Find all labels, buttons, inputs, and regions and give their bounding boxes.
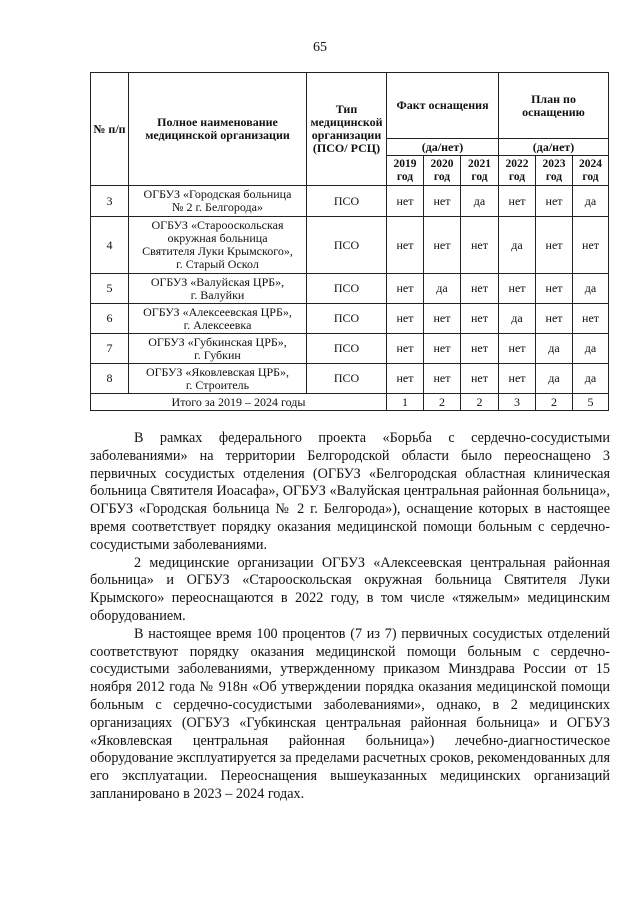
header-year: 2020 год bbox=[424, 156, 461, 186]
cell-2021: да bbox=[461, 186, 499, 217]
cell-2020: нет bbox=[424, 304, 461, 334]
header-plan-unit: (да/нет) bbox=[499, 139, 609, 156]
table-row bbox=[91, 304, 609, 334]
cell-2019: нет bbox=[387, 186, 424, 217]
org-type: ПСО bbox=[307, 334, 387, 364]
cell-2022: да bbox=[499, 217, 536, 274]
header-type: Тип медицинской организации (ПСО/ РСЦ) bbox=[307, 73, 387, 186]
table-row bbox=[91, 334, 609, 364]
body-text bbox=[90, 430, 610, 804]
cell-2020: нет bbox=[424, 217, 461, 274]
cell-2019: нет bbox=[387, 274, 424, 304]
org-type: ПСО bbox=[307, 274, 387, 304]
org-name: ОГБУЗ «Губкинская ЦРБ», г. Губкин bbox=[129, 334, 307, 364]
total-2019: 1 bbox=[387, 394, 424, 411]
header-plan: План по оснащению bbox=[499, 73, 609, 139]
cell-2019: нет bbox=[387, 364, 424, 394]
row-number: 4 bbox=[91, 217, 129, 274]
header-year: 2022 год bbox=[499, 156, 536, 186]
header-number: № п/п bbox=[91, 73, 129, 186]
cell-2022: нет bbox=[499, 334, 536, 364]
cell-2021: нет bbox=[461, 334, 499, 364]
cell-2022: да bbox=[499, 304, 536, 334]
row-number: 3 bbox=[91, 186, 129, 217]
cell-2020: нет bbox=[424, 186, 461, 217]
cell-2022: нет bbox=[499, 364, 536, 394]
cell-2019: нет bbox=[387, 304, 424, 334]
row-number: 7 bbox=[91, 334, 129, 364]
cell-2023: да bbox=[536, 364, 573, 394]
header-fact: Факт оснащения bbox=[387, 73, 499, 139]
cell-2024: да bbox=[573, 364, 609, 394]
cell-2022: нет bbox=[499, 186, 536, 217]
cell-2019: нет bbox=[387, 334, 424, 364]
table-row bbox=[91, 364, 609, 394]
cell-2024: нет bbox=[573, 304, 609, 334]
total-2022: 3 bbox=[499, 394, 536, 411]
header-year: 2021 год bbox=[461, 156, 499, 186]
total-2024: 5 bbox=[573, 394, 609, 411]
cell-2019: нет bbox=[387, 217, 424, 274]
total-label: Итого за 2019 – 2024 годы bbox=[91, 394, 387, 411]
org-name: ОГБУЗ «Старооскольская окружная больница Святителя Луки Крымского», г. Старый Оскол bbox=[129, 217, 307, 274]
paragraph: В настоящее время 100 процентов (7 из 7) первичных сосудистых отделений соответствуют порядку оказания медицинской помощи больным с сердечно-сосудистыми заболеваниями, утвержденному приказом Минздрава России от 15 ноября 2012 года № 918н «Об утверждении порядка оказания медицинской помощи больным с сердечно-сосудистыми заболеваниями», однако, в 2 медицинских организациях (ОГБУЗ «Губкинская центральная районная больница» и ОГБУЗ «Яковлевская центральная районная больница») лечебно-диагностическое оборудование эксплуатируется за пределами расчетных сроков, рекомендованных для его эксплуатации. Переоснащения вышеуказанных медицинских организаций запланировано в 2023 – 2024 годах. bbox=[90, 625, 610, 802]
cell-2023: нет bbox=[536, 274, 573, 304]
cell-2024: нет bbox=[573, 217, 609, 274]
cell-2024: да bbox=[573, 186, 609, 217]
table-row bbox=[91, 217, 609, 274]
row-number: 8 bbox=[91, 364, 129, 394]
header-name: Полное наименование медицинской организации bbox=[129, 73, 307, 186]
cell-2020: да bbox=[424, 274, 461, 304]
header-year: 2023 год bbox=[536, 156, 573, 186]
cell-2024: да bbox=[573, 334, 609, 364]
table-row bbox=[91, 274, 609, 304]
total-2023: 2 bbox=[536, 394, 573, 411]
cell-2021: нет bbox=[461, 274, 499, 304]
table-row bbox=[91, 186, 609, 217]
cell-2020: нет bbox=[424, 364, 461, 394]
org-name: ОГБУЗ «Алексеевская ЦРБ», г. Алексеевка bbox=[129, 304, 307, 334]
org-type: ПСО bbox=[307, 217, 387, 274]
cell-2021: нет bbox=[461, 217, 499, 274]
org-type: ПСО bbox=[307, 186, 387, 217]
cell-2022: нет bbox=[499, 274, 536, 304]
cell-2021: нет bbox=[461, 304, 499, 334]
row-number: 5 bbox=[91, 274, 129, 304]
paragraph: 2 медицинские организации ОГБУЗ «Алексеевская центральная районная больница» и ОГБУЗ «Старооскольская окружная больница Святителя Луки Крымского» переоснащаются в 2022 году, в том числе «тяжелым» медицинским оборудованием. bbox=[90, 554, 610, 624]
equipment-table bbox=[90, 72, 609, 411]
total-2021: 2 bbox=[461, 394, 499, 411]
cell-2024: да bbox=[573, 274, 609, 304]
cell-2021: нет bbox=[461, 364, 499, 394]
org-type: ПСО bbox=[307, 364, 387, 394]
org-name: ОГБУЗ «Валуйская ЦРБ», г. Валуйки bbox=[129, 274, 307, 304]
paragraph: В рамках федерального проекта «Борьба с сердечно-сосудистыми заболеваниями» на территории Белгородской области было переоснащено 3 первичных сосудистых отделения (ОГБУЗ «Белгородская областная клиническая больница Святителя Иоасафа», ОГБУЗ «Валуйская центральная районная больница», ОГБУЗ «Городская больница № 2 г. Белгорода»), оснащение которых в настоящее время соответствует порядку оказания медицинской помощи больным с сердечно-сосудистыми заболеваниями. bbox=[90, 430, 610, 553]
cell-2020: нет bbox=[424, 334, 461, 364]
row-number: 6 bbox=[91, 304, 129, 334]
org-type: ПСО bbox=[307, 304, 387, 334]
total-2020: 2 bbox=[424, 394, 461, 411]
page-number: 65 bbox=[313, 40, 327, 55]
cell-2023: нет bbox=[536, 304, 573, 334]
cell-2023: нет bbox=[536, 186, 573, 217]
cell-2023: да bbox=[536, 334, 573, 364]
org-name: ОГБУЗ «Городская больница № 2 г. Белгорода» bbox=[129, 186, 307, 217]
total-row bbox=[91, 394, 609, 411]
header-year: 2019 год bbox=[387, 156, 424, 186]
cell-2023: нет bbox=[536, 217, 573, 274]
header-fact-unit: (да/нет) bbox=[387, 139, 499, 156]
header-year: 2024 год bbox=[573, 156, 609, 186]
org-name: ОГБУЗ «Яковлевская ЦРБ», г. Строитель bbox=[129, 364, 307, 394]
